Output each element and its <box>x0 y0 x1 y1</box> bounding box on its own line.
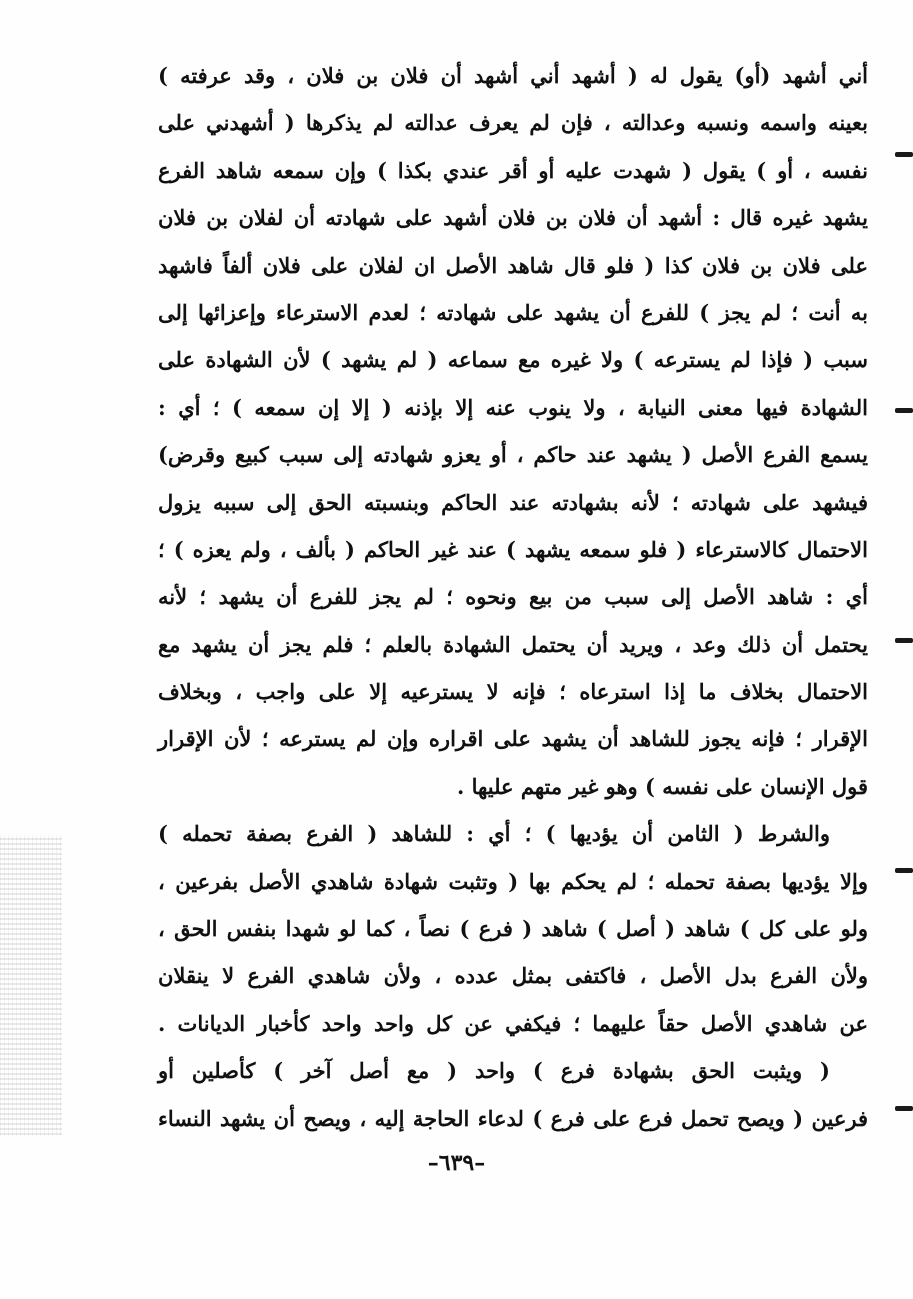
text-line: ولأن الفرع بدل الأصل ، فاكتفى بمثل عدده ، ولأن شاهدي الفرع لا ينقلان <box>158 963 868 989</box>
text-line: يشهد غيره قال : أشهد أن فلان بن فلان أشهد على شهادته أن لفلان بن فلان <box>158 205 868 231</box>
margin-mark <box>895 868 913 873</box>
text-line: يحتمل أن ذلك وعد ، ويريد أن يحتمل الشهادة بالعلم ؛ فلم يجز أن يشهد مع <box>158 631 868 657</box>
margin-mark <box>895 638 913 643</box>
text-line: ولو على كل ) شاهد ( أصل ) شاهد ( فرع ) نصاً ، كما لو شهدا بنفس الحق ، <box>158 916 868 942</box>
text-line: فرعين ( ويصح تحمل فرع على فرع ) لدعاء الحاجة إليه ، ويصح أن يشهد النساء <box>158 1105 868 1131</box>
text-line: بعينه واسمه ونسبه وعدالته ، فإن لم يعرف عدالته لم يذكرها ( أشهدني على <box>158 110 868 136</box>
text-line: وإلا يؤديها بصفة تحمله ؛ لم يحكم بها ( وتثبت شهادة شاهدي الأصل بفرعين ، <box>158 868 868 894</box>
margin-mark <box>895 408 913 413</box>
page-number: –٦٣٩– <box>427 1150 486 1176</box>
text-line: قول الإنسان على نفسه ) وهو غير متهم عليها . <box>457 773 868 799</box>
text-line: ( ويثبت الحق بشهادة فرع ) واحد ( مع أصل آخر ) كأصلين أو <box>158 1058 830 1084</box>
body-text <box>158 52 868 1142</box>
text-line: أني أشهد (أو) يقول له ( أشهد أني أشهد أن فلان بن فلان ، وقد عرفته ) <box>158 63 868 88</box>
text-line: سبب ( فإذا لم يسترعه ) ولا غيره مع سماعه ( لم يشهد ) لأن الشهادة على <box>158 347 868 373</box>
text-line: الشهادة فيها معنى النيابة ، ولا ينوب عنه إلا بإذنه ( إلا إن سمعه ) ؛ أي : <box>158 394 868 420</box>
text-line: على فلان بن فلان كذا ( فلو قال شاهد الأصل ان لفلان على فلان ألفاً فاشهد <box>158 252 868 278</box>
scan-edge-smudge <box>0 835 62 1135</box>
text-line: الاحتمال كالاسترعاء ( فلو سمعه يشهد ) عند غير الحاكم ( بألف ، ولم يعزه ) ؛ <box>158 536 868 562</box>
text-line: أي : شاهد الأصل إلى سبب من بيع ونحوه ؛ لم يجز للفرع أن يشهد ؛ لأنه <box>158 584 868 610</box>
margin-mark <box>895 1106 913 1111</box>
text-line: نفسه ، أو ) يقول ( شهدت عليه أو أقر عندي بكذا ) وإن سمعه شاهد الفرع <box>158 157 868 183</box>
text-line: عن شاهدي الأصل حقاً عليهما ؛ فيكفي عن كل واحد واحد كأخبار الديانات . <box>158 1010 868 1036</box>
text-line: يسمع الفرع الأصل ( يشهد عند حاكم ، أو يعزو شهادته إلى سبب كبيع وقرض) <box>158 442 868 468</box>
text-line: الإقرار ؛ فإنه يجوز للشاهد أن يشهد على اقراره وإن لم يسترعه ؛ لأن الإقرار <box>158 726 868 752</box>
margin-mark <box>895 152 913 157</box>
text-line: والشرط ( الثامن أن يؤديها ) ؛ أي : للشاهد ( الفرع بصفة تحمله ) <box>158 821 830 847</box>
text-line: الاحتمال بخلاف ما إذا استرعاه ؛ فإنه لا يسترعيه إلا على واجب ، وبخلاف <box>158 679 868 705</box>
text-line: به أنت ؛ لم يجز ) للفرع أن يشهد على شهادته ؛ لعدم الاسترعاء وإعزائها إلى <box>158 299 868 325</box>
text-line: فيشهد على شهادته ؛ لأنه بشهادته عند الحاكم وبنسبته الحق إلى سببه يزول <box>158 489 868 515</box>
